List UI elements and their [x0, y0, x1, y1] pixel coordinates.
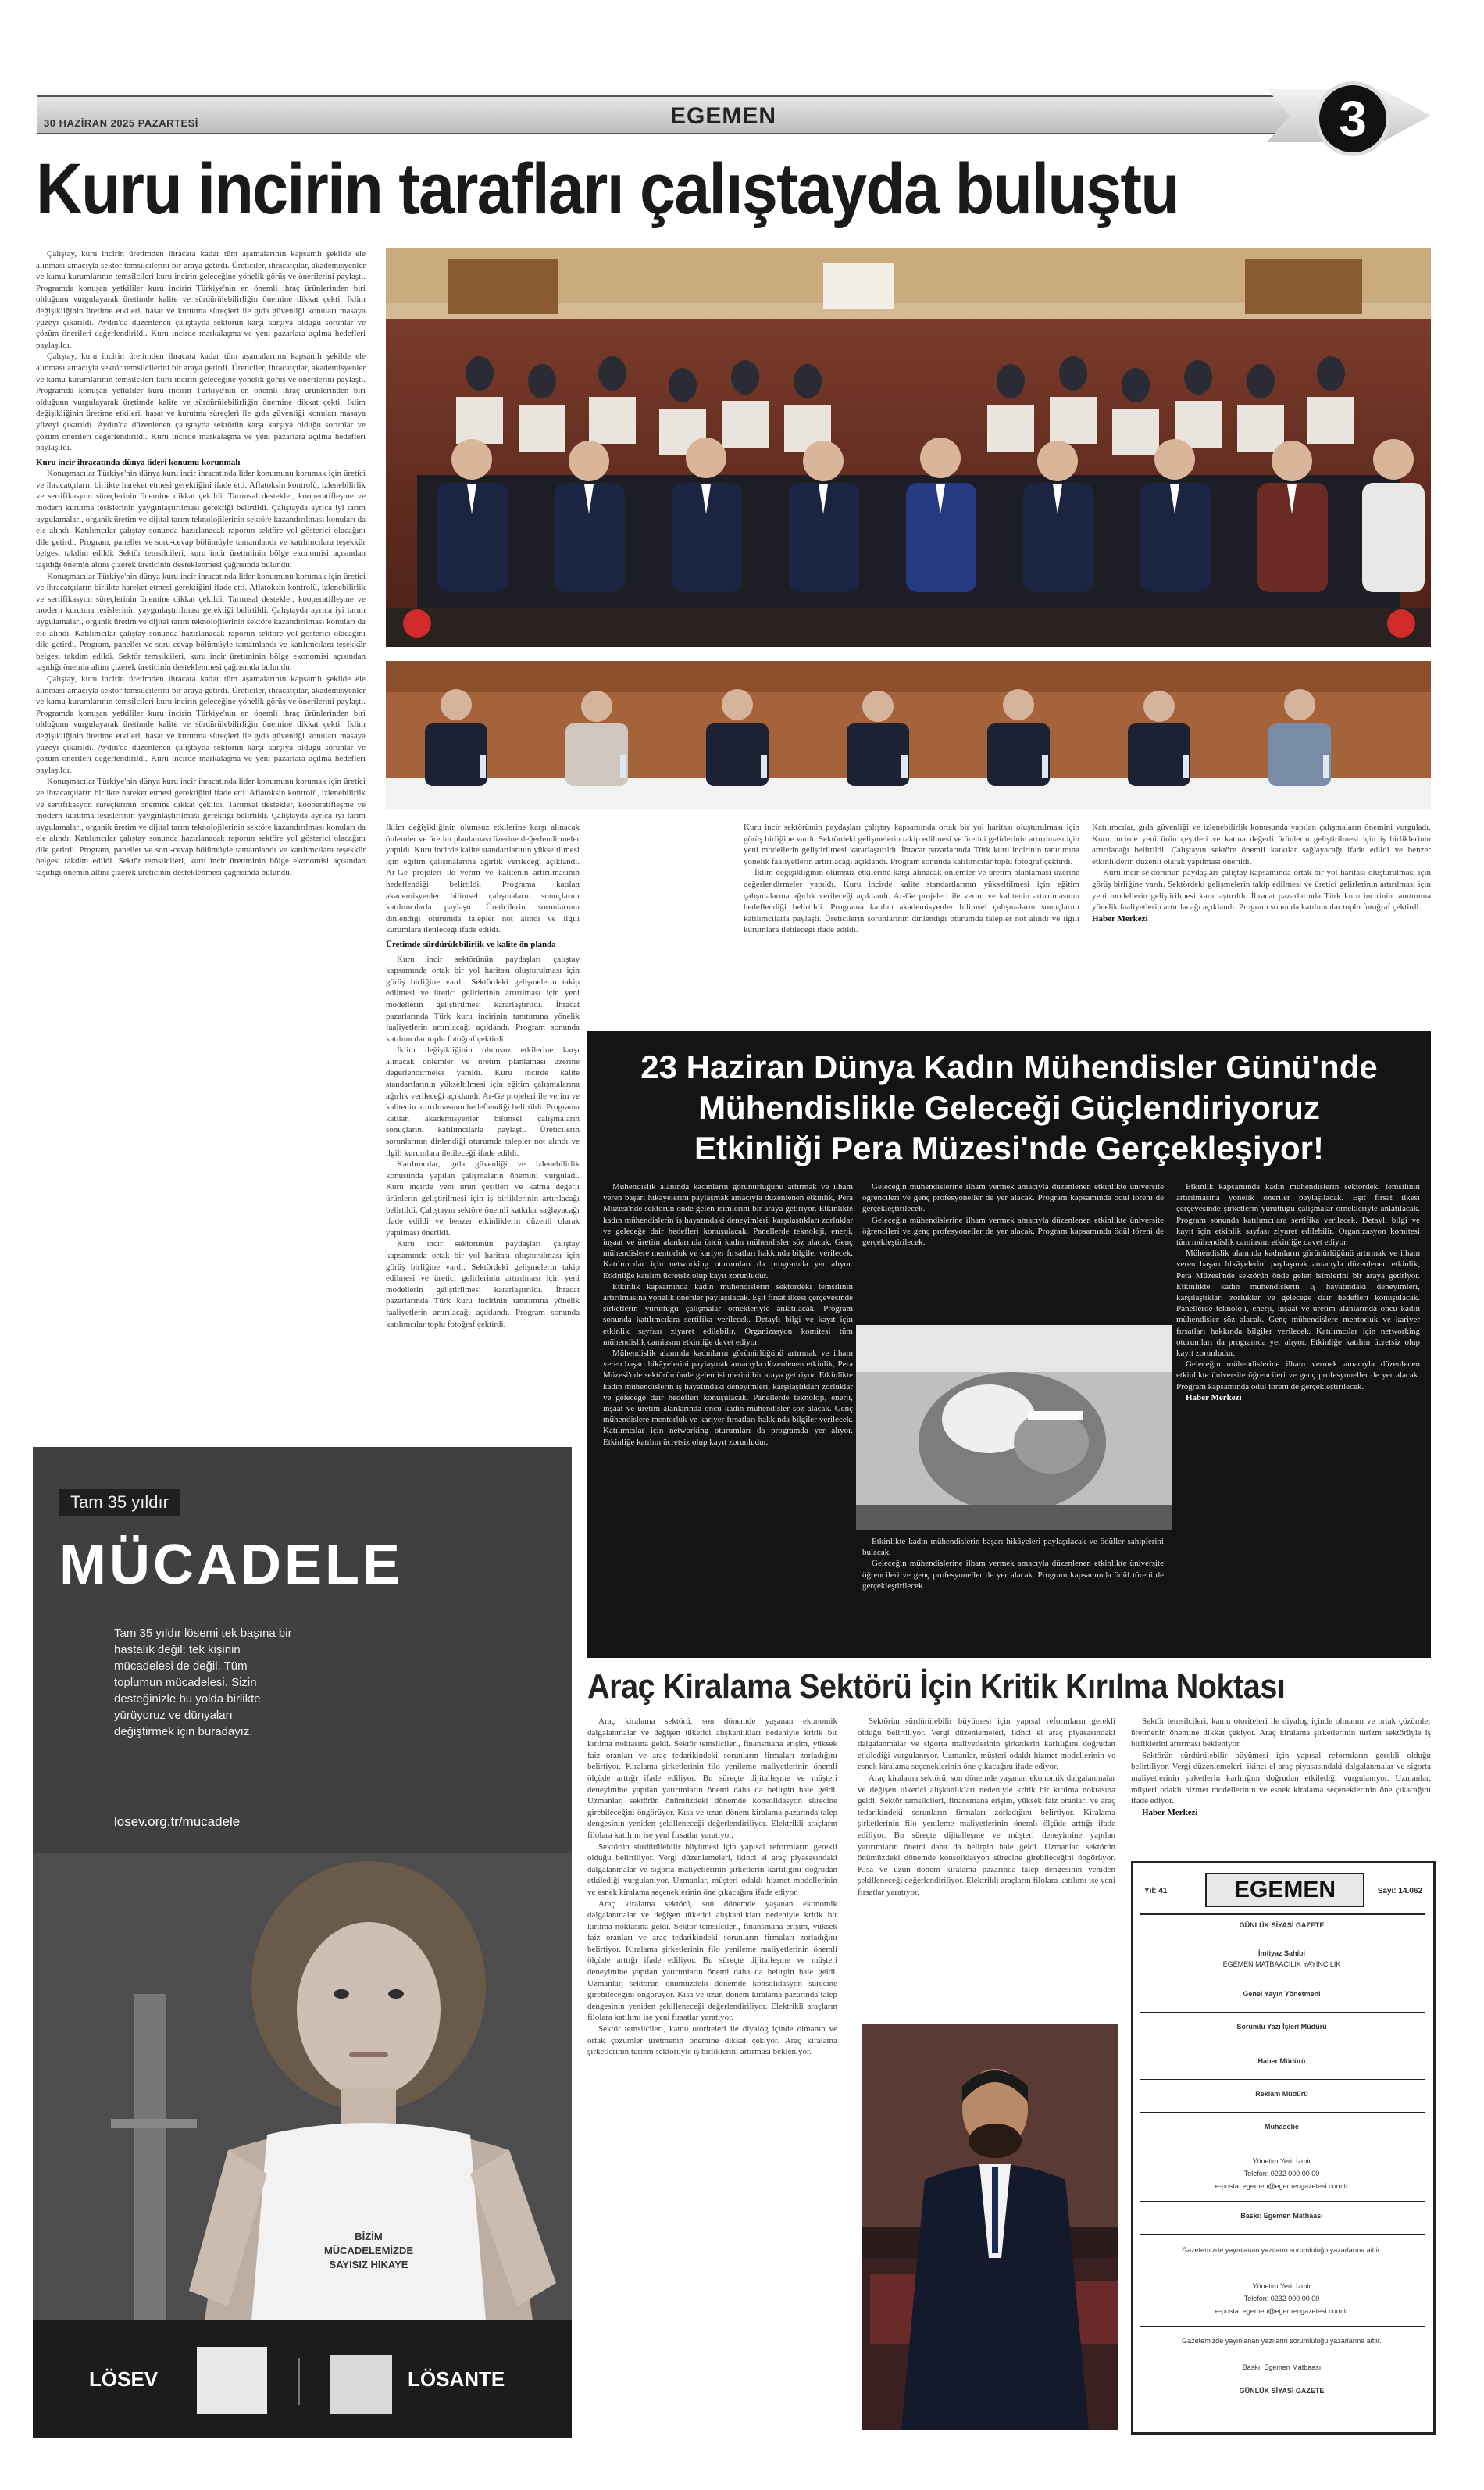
- masthead-line: İmtiyaz Sahibi: [1257, 1949, 1306, 1957]
- women-col3-paragraph-b: Mühendislik alanında kadınların görünürlüğünü artırmak ve ilham veren başarı hikâyelerini paylaşmak amacıyla düzenlenen etkinlik, Pera Müzesi'nde sektörün önde gelen isimlerini bir araya getiriyor. Etkinlikte kadın mühendislerin iş hayatındaki deneyimleri, karşılaştıkları zorluklar ve geleceğe dair hedefleri konuşulacak. Panellerde teknoloji, enerji, inşaat ve üretim alanlarında öncü kadın mühendisler söz alacak. Genç mühendislere mentorluk ve kariyer fırsatları hakkında bilgiler verilecek. Katılımcılar için networking oturumları da programda yer alıyor. Etkinliğe katılım ücretsiz olup kayıt zorunludur.: [1176, 1249, 1420, 1359]
- ad-logo-bar: [33, 2320, 572, 2438]
- masthead-line: Gazetemizde yayınlanan yazıların sorumluluğu yazarlarına aittir.: [1182, 2337, 1382, 2345]
- car-col2-paragraph: Sektörün sürdürülebilir büyümesi için yapısal reformların gerekli olduğu belirtiliyor. Vergi düzenlemeleri, ikinci el araç piyasasındaki dalgalanmalar ve sigorta maliyetlerinin şirketlerin karlılığını doğrudan etkilediği vurgulanıyor. Uzmanlar, müşteri odaklı hizmet modellerinin ve esnek kiralama seçeneklerinin öne çıkacağını ifade ediyor.: [858, 1717, 1115, 1772]
- women-byline: Haber Merkezi: [1186, 1392, 1242, 1402]
- car-byline: Haber Merkezi: [1142, 1807, 1198, 1817]
- women-article-col1: [603, 1181, 853, 1649]
- col2-paragraph-d: Katılımcılar, gıda güvenliği ve izlenebilirlik konusunda yapılan çalışmaların önemini vurguladı. Kuru incirde yeni ürün çeşitleri ve katma değerli ürünlerin geliştirilmesi için iş birliklerinin artırılacağı belirtildi. Çalıştayın sektöre önemli katkılar sağlayacağı ifade edildi ve benzer etkinliklerin düzenli olarak yapılması önerildi.: [386, 1159, 580, 1238]
- masthead-line: Baskı: Egemen Matbaası: [1240, 2212, 1323, 2220]
- women-col3-paragraph: Etkinlik kapsamında kadın mühendislerin sektördeki temsilinin artırılmasına yönelik öneriler paylaşılacak. Eşit fırsat ilkesi çerçevesinde şirketlerin yürüttüğü çalışmalar örnekleriyle anlatılacak. Program sonunda katılımcılara sertifika verilecek. Detaylı bilgi ve kayıt için etkinlik sayfası ziyaret edilebilir. Organizasyon komitesi tüm mühendislik camiasını etkinliğe davet ediyor.: [1176, 1182, 1420, 1248]
- issue-date: 30 HAZİRAN 2025 PAZARTESİ: [44, 117, 198, 129]
- masthead-issue: Sayı: 14.062: [1377, 1887, 1422, 1895]
- col1-paragraph-c: Konuşmacılar Türkiye'nin dünya kuru incir ihracatında lider konumunu korumak için üretici ve ihracatçıların birlikte hareket etmesi gerektiğini ifade etti. Aflatoksin kontrolü, izlenebilirlik ve sertifikasyon süreçlerinin önemine dikkat çekildi. Tarımsal destekler, kooperatifleşme ve modern kurutma tesislerinin yaygınlaştırılması gerektiği belirtildi. Çalıştayda ayrıca iyi tarım uygulamaları, organik üretim ve dijital tarım teknolojilerinin sektöre kazandırılması konuları da ele alındı. Katılımcılar çalıştay sonunda hazırlanacak raporun sektöre yol gösterici olacağını dile getirdi. Program, paneller ve soru-cevap bölümüyle tamamlandı ve katılımcılara teşekkür belgesi takdim edildi. Sektör temsilcileri, kuru incir üretiminin bölge ekonomisi açısından taşıdığı önemin altını çizerek üreticinin desteklenmesi çağrısında bulundu.: [36, 469, 366, 570]
- col1-subhead: Kuru incir ihracatında dünya lideri konumu korunmalı: [36, 457, 241, 467]
- car-article-col3: [1131, 1716, 1431, 1849]
- col1-paragraph-d: Konuşmacılar Türkiye'nin dünya kuru incir ihracatında lider konumunu korumak için üretici ve ihracatçıların birlikte hareket etmesi gerektiğini ifade etti. Aflatoksin kontrolü, izlenebilirlik ve sertifikasyon süreçlerinin önemine dikkat çekildi. Tarımsal destekler, kooperatifleşme ve modern kurutma tesislerinin yaygınlaştırılması gerektiği belirtildi. Çalıştayda ayrıca iyi tarım uygulamaları, organik üretim ve dijital tarım teknolojilerinin sektöre kazandırılması konuları da ele alındı. Katılımcılar çalıştay sonunda hazırlanacak raporun sektöre yol gösterici olacağını dile getirdi. Program, paneller ve soru-cevap bölümüyle tamamlandı ve katılımcılara teşekkür belgesi takdim edildi. Sektör temsilcileri, kuru incir üretiminin bölge ekonomisi açısından taşıdığı önemin altını çizerek üreticinin desteklenmesi çağrısında bulundu.: [36, 571, 366, 673]
- page-number: 3: [1315, 81, 1390, 156]
- losev-logo-icon: [197, 2347, 267, 2414]
- masthead-logo: EGEMEN: [1205, 1873, 1364, 1907]
- car-rental-headline: Araç Kiralama Sektörü İçin Kritik Kırılma Noktası: [587, 1667, 1286, 1706]
- col4-paragraph-b: Kuru incir sektörünün paydaşları çalıştay kapsamında ortak bir yol haritası oluşturulması için görüş birliğine vardı. Sektördeki gelişmelerin takip edilmesi ve üretici gelirlerinin artırılması için yeni modellerin geliştirilmesi kararlaştırıldı. İhracat pazarlarında Türk kuru incirinin tanıtımına yönelik faaliyetlerin artırılacağı açıklandı. Program sonunda katılımcılar toplu fotoğraf çektirdi.: [1092, 868, 1431, 913]
- ad-shirt-text: BİZİM MÜCADELEMİZDE SAYISIZ HİKAYE: [323, 2231, 414, 2270]
- car-col1-paragraph-c: Araç kiralama sektörü, son dönemde yaşanan ekonomik dalgalanmalar ve değişen tüketici alışkanlıkları nedeniyle kritik bir kırılma noktasına geldi. Sektör temsilcileri, finansmana erişim, yüksek faiz oranları ve araç tedarikindeki sorunların firmaları zorladığını belirtiyor. Kiralama şirketlerinin filo yenileme maliyetlerinin önemli ölçüde arttığı ifade ediliyor. Bu süreçte dijitalleşme ve müşteri deneyimine yapılan yatırımların önemi daha da belirgin hale geldi. Uzmanlar, sektörün önümüzdeki dönemde konsolidasyon sürecine girebileceğini öngörüyor. Kısa ve uzun dönem kiralama pazarında talep dengesinin yeniden şekilleneceği değerlendiriliyor. Elektrikli araçların filolara katılımı ise yeni fırsatlar yaratıyor.: [587, 1899, 837, 2023]
- portrait-photo-svg: [862, 2024, 1118, 2430]
- masthead-rule: [1140, 2012, 1425, 2013]
- masthead-line: GÜNLÜK SİYASİ GAZETE: [1239, 1921, 1325, 1929]
- women-title-line3: Etkinliği Pera Müzesi'nde Gerçekleşiyor!: [694, 1130, 1324, 1166]
- car-article-col1: [587, 1716, 837, 2427]
- main-headline: Kuru incirin tarafları çalıştayda buluştu: [36, 149, 1179, 229]
- main-article-col4: [1092, 822, 1431, 1020]
- page-number-badge: [1267, 80, 1431, 152]
- conference-audience-photo: [386, 248, 1431, 647]
- masthead-line: e-posta: egemen@egemengazetesi.com.tr: [1215, 2182, 1349, 2190]
- losev-advertisement[interactable]: [33, 1447, 572, 2438]
- women-photo-caption: [862, 1536, 1164, 1649]
- panel-photo-svg: [386, 661, 1431, 809]
- masthead-box: [1131, 1861, 1436, 2435]
- women-col2-paragraph: Geleceğin mühendislerine ilham vermek amacıyla düzenlenen etkinlikte üniversite öğrencileri ve genç profesyoneller de yer alacak. Program kapsamında ödül töreni de gerçekleştirilecek.: [862, 1182, 1164, 1214]
- masthead-rule: [1140, 2201, 1425, 2202]
- masthead-line: Telefon: 0232 000 00 00: [1243, 2170, 1320, 2177]
- women-article-col2: [862, 1181, 1164, 1322]
- main-article-col3: [744, 822, 1079, 1020]
- losev-logo: LÖSEV: [89, 2367, 159, 2391]
- panel-speakers-photo: [386, 661, 1431, 809]
- losante-logo: LÖSANTE: [408, 2367, 505, 2391]
- women-event-photo: [856, 1325, 1172, 1530]
- women-title-line1: 23 Haziran Dünya Kadın Mühendisler Günü'nde: [640, 1049, 1378, 1085]
- masthead-line: GÜNLÜK SİYASİ GAZETE: [1239, 2387, 1325, 2395]
- masthead-line: Baskı: Egemen Matbaası: [1242, 2363, 1322, 2371]
- ad-website-link[interactable]: losev.org.tr/mucadele: [114, 1814, 241, 1829]
- car-col3-paragraph-b: Sektörün sürdürülebilir büyümesi için yapısal reformların gerekli olduğu belirtiliyor. Vergi düzenlemeleri, ikinci el araç piyasasındaki dalgalanmalar ve sigorta maliyetlerinin şirketlerin karlılığını doğrudan etkilediği vurgulanıyor. Uzmanlar, müşteri odaklı hizmet modellerinin ve esnek kiralama seçeneklerinin öne çıkacağını ifade ediyor.: [1131, 1750, 1431, 1806]
- col3-paragraph: Kuru incir sektörünün paydaşları çalıştay kapsamında ortak bir yol haritası oluşturulması için görüş birliğine vardı. Sektördeki gelişmelerin takip edilmesi ve üretici gelirlerinin artırılması için yeni modellerin geliştirilmesi kararlaştırıldı. İhracat pazarlarında Türk kuru incirinin tanıtımına yönelik faaliyetlerin artırılacağı açıklandı. Program sonunda katılımcılar toplu fotoğraf çektirdi.: [744, 823, 1079, 866]
- audience-photo-svg: [386, 248, 1431, 647]
- women-engineers-title: [594, 1047, 1425, 1169]
- women-photo-svg: [856, 1325, 1172, 1530]
- masthead-line: Genel Yayın Yönetmeni: [1243, 1990, 1321, 1998]
- col2-paragraph: İklim değişikliğinin olumsuz etkilerine karşı alınacak önlemler ve üretim planlaması üzerine değerlendirmeler yapıldı. Kuru incirde kalite standartlarının yükseltilmesi için eğitim çalışmalarına ağırlık verileceği açıklandı. Ar-Ge projeleri ile verim ve kalitenin artırılmasının hedeflendiği belirtildi. Programa katılan akademisyenler bilimsel çalışmaların sonuçlarını katılımcılarla paylaştı. Üreticilerin sorunlarının dinlendiği oturumda talepler not alındı ve ilgili kurumlara iletileceği ifade edildi.: [386, 823, 580, 935]
- col4-paragraph: Katılımcılar, gıda güvenliği ve izlenebilirlik konusunda yapılan çalışmaların önemini vurguladı. Kuru incirde yeni ürün çeşitleri ve katma değerli ürünlerin geliştirilmesi için iş birliklerinin artırılacağı belirtildi. Çalıştayın sektöre önemli katkılar sağlayacağı ifade edildi ve benzer etkinliklerin düzenli olarak yapılması önerildi.: [1092, 823, 1431, 866]
- women-title-line2: Mühendislikle Geleceği Güçlendiriyoruz: [698, 1089, 1320, 1126]
- masthead-line: Muhasebe: [1264, 2123, 1299, 2131]
- losante-logo-icon: [330, 2355, 392, 2414]
- col2-subhead: Üretimde sürdürülebilirlik ve kalite ön planda: [386, 939, 556, 949]
- car-col1-paragraph-d: Sektör temsilcileri, kamu otoriteleri ile diyalog içinde olmanın ve ortak çözümler üretmenin önemine dikkat çekiyor. Araç kiralama şirketlerinin turizm sektörüyle iş birliklerini artırması bekleniyor.: [587, 2024, 837, 2057]
- women-col1-paragraph-c: Mühendislik alanında kadınların görünürlüğünü artırmak ve ilham veren başarı hikâyelerini paylaşmak amacıyla düzenlenen etkinlik, Pera Müzesi'nde sektörün önde gelen isimlerini bir araya getiriyor. Etkinlikte kadın mühendislerin iş hayatındaki deneyimleri, karşılaştıkları zorluklar ve geleceğe dair hedefleri konuşulacak. Panellerde teknoloji, enerji, inşaat ve üretim alanlarında öncü kadın mühendisler söz alacak. Genç mühendislere mentorluk ve kariyer fırsatları hakkında bilgiler verilecek. Katılımcılar için networking oturumları da programda yer alıyor. Etkinliğe katılım ücretsiz olup kayıt zorunludur.: [603, 1349, 853, 1447]
- masthead-rule: [1140, 2112, 1425, 2113]
- masthead-year: Yıl: 41: [1144, 1887, 1168, 1895]
- masthead-rule: [1140, 2079, 1425, 2080]
- masthead-rule: [1140, 2234, 1425, 2235]
- ad-body-text: Tam 35 yıldır lösemi tek başına bir hastalık değil; tek kişinin mücadelesi de değil. Tüm toplumun mücadelesi. Sizin desteğinizle bu yolda birlikte yürüyoruz ve dünyaları değiştirmek için buradayız.: [114, 1627, 292, 1738]
- masthead-line: Yönetim Yeri: İzmir: [1252, 2282, 1311, 2290]
- car-col3-paragraph: Sektör temsilcileri, kamu otoriteleri ile diyalog içinde olmanın ve ortak çözümler üretmenin önemine dikkat çekiyor. Araç kiralama şirketlerinin turizm sektörüyle iş birliklerini artırması bekleniyor.: [1131, 1717, 1431, 1749]
- masthead-line: Reklam Müdürü: [1255, 2090, 1308, 2098]
- masthead-line: Gazetemizde yayınlanan yazıların sorumluluğu yazarlarına aittir.: [1182, 2246, 1382, 2254]
- masthead-line: EGEMEN MATBAACILIK YAYINCILIK: [1222, 1960, 1341, 1968]
- main-article-col1: [36, 248, 366, 1433]
- col2-paragraph-b: Kuru incir sektörünün paydaşları çalıştay kapsamında ortak bir yol haritası oluşturulması için görüş birliğine vardı. Sektördeki gelişmelerin takip edilmesi ve üretici gelirlerinin artırılması için yeni modellerin geliştirilmesi kararlaştırıldı. İhracat pazarlarında Türk kuru incirinin tanıtımına yönelik faaliyetlerin artırılacağı açıklandı. Program sonunda katılımcılar toplu fotoğraf çektirdi.: [386, 954, 580, 1044]
- col2-paragraph-e: Kuru incir sektörünün paydaşları çalıştay kapsamında ortak bir yol haritası oluşturulması için görüş birliğine vardı. Sektördeki gelişmelerin takip edilmesi ve üretici gelirlerinin artırılması için yeni modellerin geliştirilmesi kararlaştırıldı. İhracat pazarlarında Türk kuru incirinin tanıtımına yönelik faaliyetlerin artırılacağı açıklandı. Program sonunda katılımcılar toplu fotoğraf çektirdi.: [386, 1239, 580, 1329]
- women-caption-text-b: Geleceğin mühendislerine ilham vermek amacıyla düzenlenen etkinlikte üniversite öğrencileri ve genç profesyoneller de yer alacak. Program kapsamında ödül töreni de gerçekleştirilecek.: [862, 1559, 1164, 1591]
- logo-divider: [298, 2358, 300, 2405]
- masthead-rule: [1140, 1913, 1425, 1915]
- col1-paragraph: Çalıştay, kuru incirin üretimden ihracata kadar tüm aşamalarının kapsamlı şekilde ele alınması amacıyla sektör temsilcilerini bir araya getirdi. Üreticiler, ihracatçılar, akademisyenler ve kamu kurumlarının temsilcileri kuru incirin geleceğine yönelik görüş ve önerilerini paylaştı. Programda konuşan yetkililer kuru incirin Türkiye'nin en önemli ihraç ürünlerinden biri olduğunu vurgulayarak üretimde kalite ve sürdürülebilirliğin önemine dikkat çekti. İklim değişikliğinin üretime etkileri, hasat ve kurutma süreçleri ile gıda güvenliği konuları masaya yüzeyi çıkarıldı. Aydın'da düzenlenen çalıştayda sektörün karşı karşıya olduğu sorunlar ve çözüm önerileri değerlendirildi. Kuru incirde markalaşma ve yeni pazarlara açılma hedefleri paylaşıldı.: [36, 249, 366, 350]
- ad-headline: MÜCADELE: [59, 1534, 403, 1596]
- header-brand: EGEMEN: [670, 103, 777, 129]
- women-col3-paragraph-c: Geleceğin mühendislerine ilham vermek amacıyla düzenlenen etkinlikte üniversite öğrencileri ve genç profesyoneller de yer alacak. Program kapsamında ödül töreni de gerçekleştirilecek.: [1176, 1359, 1420, 1391]
- masthead-line: Haber Müdürü: [1257, 2057, 1306, 2065]
- col2-paragraph-c: İklim değişikliğinin olumsuz etkilerine karşı alınacak önlemler ve üretim planlaması üzerine değerlendirmeler yapıldı. Kuru incirde kalite standartlarının yükseltilmesi için eğitim çalışmalarına ağırlık verileceği açıklandı. Ar-Ge projeleri ile verim ve kalitenin artırılmasının hedeflendiği belirtildi. Programa katılan akademisyenler bilimsel çalışmaların sonuçlarını katılımcılarla paylaştı. Üreticilerin sorunlarının dinlendiği oturumda talepler not alındı ve ilgili kurumlara iletileceği ifade edildi.: [386, 1045, 580, 1158]
- women-article-col3: [1176, 1181, 1420, 1649]
- women-col1-paragraph-b: Etkinlik kapsamında kadın mühendislerin sektördeki temsilinin artırılmasına yönelik öneriler paylaşılacak. Eşit fırsat ilkesi çerçevesinde şirketlerin yürüttüğü çalışmalar örnekleriyle anlatılacak. Program sonunda katılımcılara sertifika verilecek. Detaylı bilgi ve kayıt için etkinlik sayfası ziyaret edilebilir. Organizasyon komitesi tüm mühendislik camiasını etkinliğe davet ediyor.: [603, 1281, 853, 1347]
- car-article-col2: [858, 1716, 1115, 2005]
- masthead-line: e-posta: egemen@egemengazetesi.com.tr: [1215, 2307, 1349, 2315]
- masthead-line: Telefon: 0232 000 00 00: [1243, 2295, 1320, 2302]
- masthead-rule: [1140, 2326, 1425, 2327]
- women-caption-text: Etkinlikte kadın mühendislerin başarı hikâyeleri paylaşılacak ve ödüller sahiplerini bulacak.: [862, 1537, 1164, 1558]
- masthead-line: Sorumlu Yazı İşleri Müdürü: [1236, 2023, 1327, 2031]
- car-col1-paragraph-b: Sektörün sürdürülebilir büyümesi için yapısal reformların gerekli olduğu belirtiliyor. Vergi düzenlemeleri, ikinci el araç piyasasındaki dalgalanmalar ve sigorta maliyetlerinin şirketlerin karlılığını doğrudan etkilediği vurgulanıyor. Uzmanlar, müşteri odaklı hizmet modellerinin ve esnek kiralama seçeneklerinin öne çıkacağını ifade ediyor.: [587, 1842, 837, 1897]
- main-article-col2: [386, 822, 580, 1438]
- women-col2-paragraph-b: Geleceğin mühendislerine ilham vermek amacıyla düzenlenen etkinlikte üniversite öğrencileri ve genç profesyoneller de yer alacak. Program kapsamında ödül töreni de gerçekleştirilecek.: [862, 1215, 1164, 1248]
- executive-portrait-photo: [862, 2024, 1118, 2430]
- women-col1-paragraph: Mühendislik alanında kadınların görünürlüğünü artırmak ve ilham veren başarı hikâyelerini paylaşmak amacıyla düzenlenen etkinlik, Pera Müzesi'nde sektörün önde gelen isimlerini bir araya getiriyor. Etkinlikte kadın mühendislerin iş hayatındaki deneyimleri, karşılaştıkları zorluklar ve geleceğe dair hedefleri konuşulacak. Panellerde teknoloji, enerji, inşaat ve üretim alanlarında öncü kadın mühendisler söz alacak. Genç mühendislere mentorluk ve kariyer fırsatları hakkında bilgiler verilecek. Katılımcılar için networking oturumları da programda yer alıyor. Etkinliğe katılım ücretsiz olup kayıt zorunludur.: [603, 1182, 853, 1281]
- masthead-line: Yönetim Yeri: İzmir: [1252, 2157, 1311, 2165]
- car-col1-paragraph: Araç kiralama sektörü, son dönemde yaşanan ekonomik dalgalanmalar ve değişen tüketici alışkanlıkları nedeniyle kritik bir kırılma noktasına geldi. Sektör temsilcileri, finansmana erişim, yüksek faiz oranları ve araç tedarikindeki sorunların firmaları zorladığını belirtiyor. Kiralama şirketlerinin filo yenileme maliyetlerinin önemli ölçüde arttığı ifade ediliyor. Bu süreçte dijitalleşme ve müşteri deneyimine yapılan yatırımların önemi daha da belirgin hale geldi. Uzmanlar, sektörün önümüzdeki dönemde konsolidasyon sürecine girebileceğini öngörüyor. Kısa ve uzun dönem kiralama pazarında talep dengesinin yeniden şekilleneceği değerlendiriliyor. Elektrikli araçların filolara katılımı ise yeni fırsatlar yaratıyor.: [587, 1717, 837, 1840]
- car-col2-paragraph-b: Araç kiralama sektörü, son dönemde yaşanan ekonomik dalgalanmalar ve değişen tüketici alışkanlıkları nedeniyle kritik bir kırılma noktasına geldi. Sektör temsilcileri, finansmana erişim, yüksek faiz oranları ve araç tedarikindeki sorunların firmaları zorladığını belirtiyor. Kiralama şirketlerinin filo yenileme maliyetlerinin önemli ölçüde arttığı ifade ediliyor. Bu süreçte dijitalleşme ve müşteri deneyimine yapılan yatırımların önemi daha da belirgin hale geldi. Uzmanlar, sektörün önümüzdeki dönemde konsolidasyon sürecine girebileceğini öngörüyor. Kısa ve uzun dönem kiralama pazarında talep dengesinin yeniden şekilleneceği değerlendiriliyor. Elektrikli araçların filolara katılımı ise yeni fırsatlar yaratıyor.: [858, 1773, 1115, 1897]
- col1-paragraph-e: Çalıştay, kuru incirin üretimden ihracata kadar tüm aşamalarının kapsamlı şekilde ele alınması amacıyla sektör temsilcilerini bir araya getirdi. Üreticiler, ihracatçılar, akademisyenler ve kamu kurumlarının temsilcileri kuru incirin geleceğine yönelik görüş ve önerilerini paylaştı. Programda konuşan yetkililer kuru incirin Türkiye'nin en önemli ihraç ürünlerinden biri olduğunu vurgulayarak üretimde kalite ve sürdürülebilirliğin önemine dikkat çekti. İklim değişikliğinin üretime etkileri, hasat ve kurutma süreçleri ile gıda güvenliği konuları masaya yüzeyi çıkarıldı. Aydın'da düzenlenen çalıştayda sektörün karşı karşıya olduğu sorunlar ve çözüm önerileri değerlendirildi. Kuru incirde markalaşma ve yeni pazarlara açılma hedefleri paylaşıldı.: [36, 673, 366, 775]
- col4-byline: Haber Merkezi: [1092, 913, 1148, 923]
- col1-paragraph-f: Konuşmacılar Türkiye'nin dünya kuru incir ihracatında lider konumunu korumak için üretici ve ihracatçıların birlikte hareket etmesi gerektiğini ifade etti. Aflatoksin kontrolü, izlenebilirlik ve sertifikasyon süreçlerinin önemine dikkat çekildi. Tarımsal destekler, kooperatifleşme ve modern kurutma tesislerinin yaygınlaştırılması gerektiği belirtildi. Çalıştayda ayrıca iyi tarım uygulamaları, organik üretim ve dijital tarım teknolojilerinin sektöre kazandırılması konuları da ele alındı. Katılımcılar çalıştay sonunda hazırlanacak raporun sektöre yol gösterici olacağını dile getirdi. Program, paneller ve soru-cevap bölümüyle tamamlandı ve katılımcılara teşekkür belgesi takdim edildi. Sektör temsilcileri, kuru incir üretiminin bölge ekonomisi açısından taşıdığı önemin altını çizerek üreticinin desteklenmesi çağrısında bulundu.: [36, 777, 366, 878]
- col1-paragraph-b: Çalıştay, kuru incirin üretimden ihracata kadar tüm aşamalarının kapsamlı şekilde ele alınması amacıyla sektör temsilcilerini bir araya getirdi. Üreticiler, ihracatçılar, akademisyenler ve kamu kurumlarının temsilcileri kuru incirin geleceğine yönelik görüş ve önerilerini paylaştı. Programda konuşan yetkililer kuru incirin Türkiye'nin en önemli ihraç ürünlerinden biri olduğunu vurgulayarak üretimde kalite ve sürdürülebilirliğin önemine dikkat çekti. İklim değişikliğinin üretime etkileri, hasat ve kurutma süreçleri ile gıda güvenliği konuları masaya yüzeyi çıkarıldı. Aydın'da düzenlenen çalıştayda sektörün karşı karşıya olduğu sorunlar ve çözüm önerileri değerlendirildi. Kuru incirde markalaşma ve yeni pazarlara açılma hedefleri paylaşıldı.: [36, 352, 366, 453]
- col3-paragraph-b: İklim değişikliğinin olumsuz etkilerine karşı alınacak önlemler ve üretim planlaması üzerine değerlendirmeler yapıldı. Kuru incirde kalite standartlarının yükseltilmesi için eğitim çalışmalarına ağırlık verileceği açıklandı. Ar-Ge projeleri ile verim ve kalitenin artırılmasının hedeflendiği belirtildi. Programa katılan akademisyenler bilimsel çalışmaların sonuçlarını katılımcılarla paylaştı. Üreticilerin sorunlarının dinlendiği oturumda talepler not alındı ve ilgili kurumlara iletileceği ifade edildi.: [744, 868, 1079, 935]
- ad-tagline: Tam 35 yıldır: [59, 1489, 180, 1516]
